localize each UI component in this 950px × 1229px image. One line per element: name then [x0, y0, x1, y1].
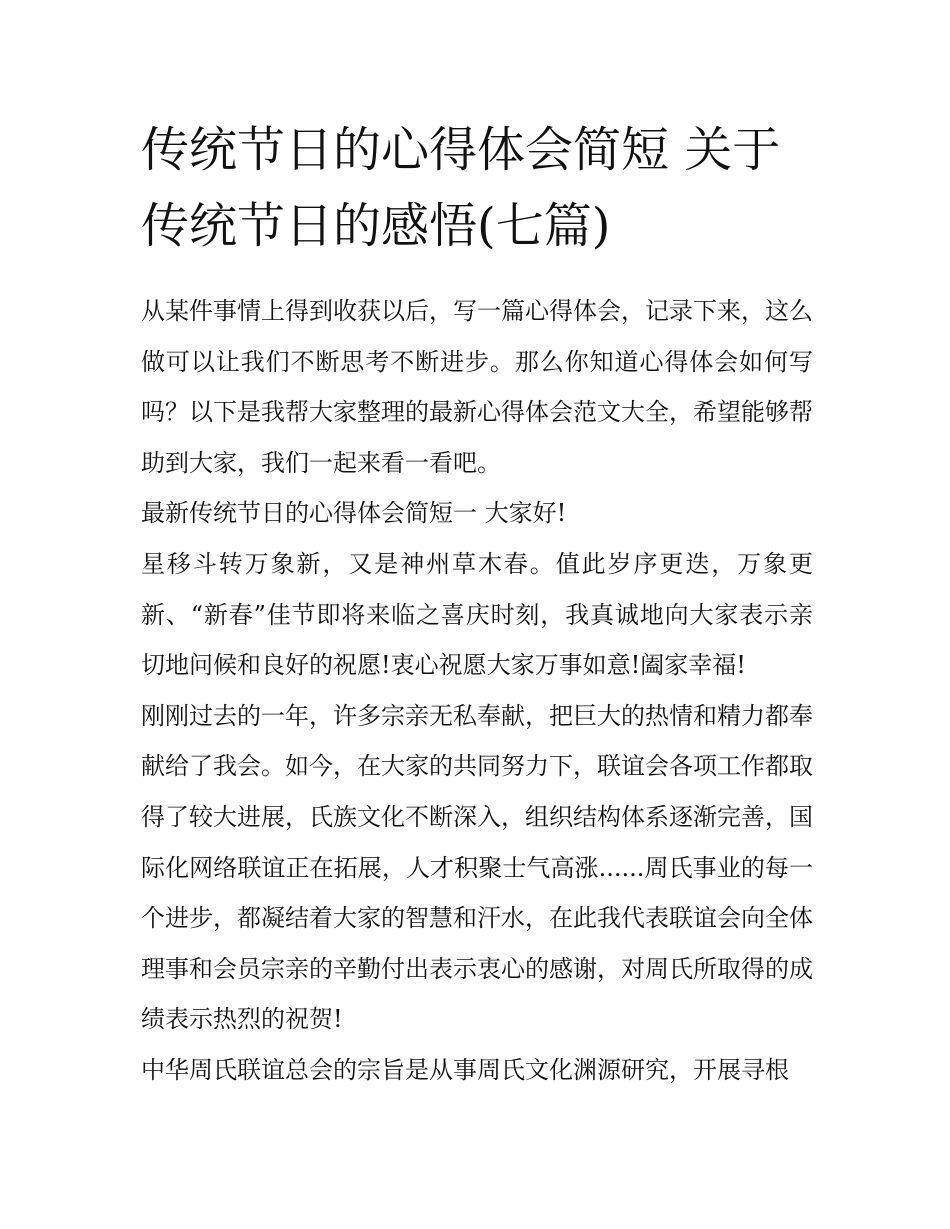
- title-line-1: 传统节日的心得体会简短 关于: [141, 122, 781, 178]
- title-line-2: 传统节日的感悟(七篇): [141, 198, 611, 254]
- paragraph-intro: 从某件事情上得到收获以后，写一篇心得体会，记录下来，这么做可以让我们不断思考不断进步。那么你知道心得体会如何写吗？以下是我帮大家整理的最新心得体会范文大全，希望能够帮助到大家，我们一起来看一看吧。: [141, 297, 813, 477]
- document-body: [141, 286, 813, 1096]
- paragraph-section-heading: 最新传统节日的心得体会简短一 大家好!: [141, 499, 567, 528]
- paragraph-purpose: 中华周氏联谊总会的宗旨是从事周氏文化渊源研究，开展寻根: [141, 1055, 789, 1084]
- document-page: [141, 112, 813, 1096]
- document-title: [141, 112, 813, 264]
- paragraph-review: 刚刚过去的一年，许多宗亲无私奉献，把巨大的热情和精力都奉献给了我会。如今，在大家的共同努力下，联谊会各项工作都取得了较大进展，氏族文化不断深入，组织结构体系逐渐完善，国际化网络联谊正在拓展，人才积聚士气高涨......周氏事业的每一个进步，都凝结着大家的智慧和汗水，在此我代表联谊会向全体理事和会员宗亲的辛勤付出表示衷心的感谢，对周氏所取得的成绩表示热烈的祝贺!: [141, 701, 813, 1034]
- paragraph-greeting: 星移斗转万象新，又是神州草木春。值此岁序更迭，万象更新、“新春”佳节即将来临之喜庆时刻，我真诚地向大家表示亲切地问候和良好的祝愿!衷心祝愿大家万事如意!阖家幸福!: [141, 549, 813, 680]
